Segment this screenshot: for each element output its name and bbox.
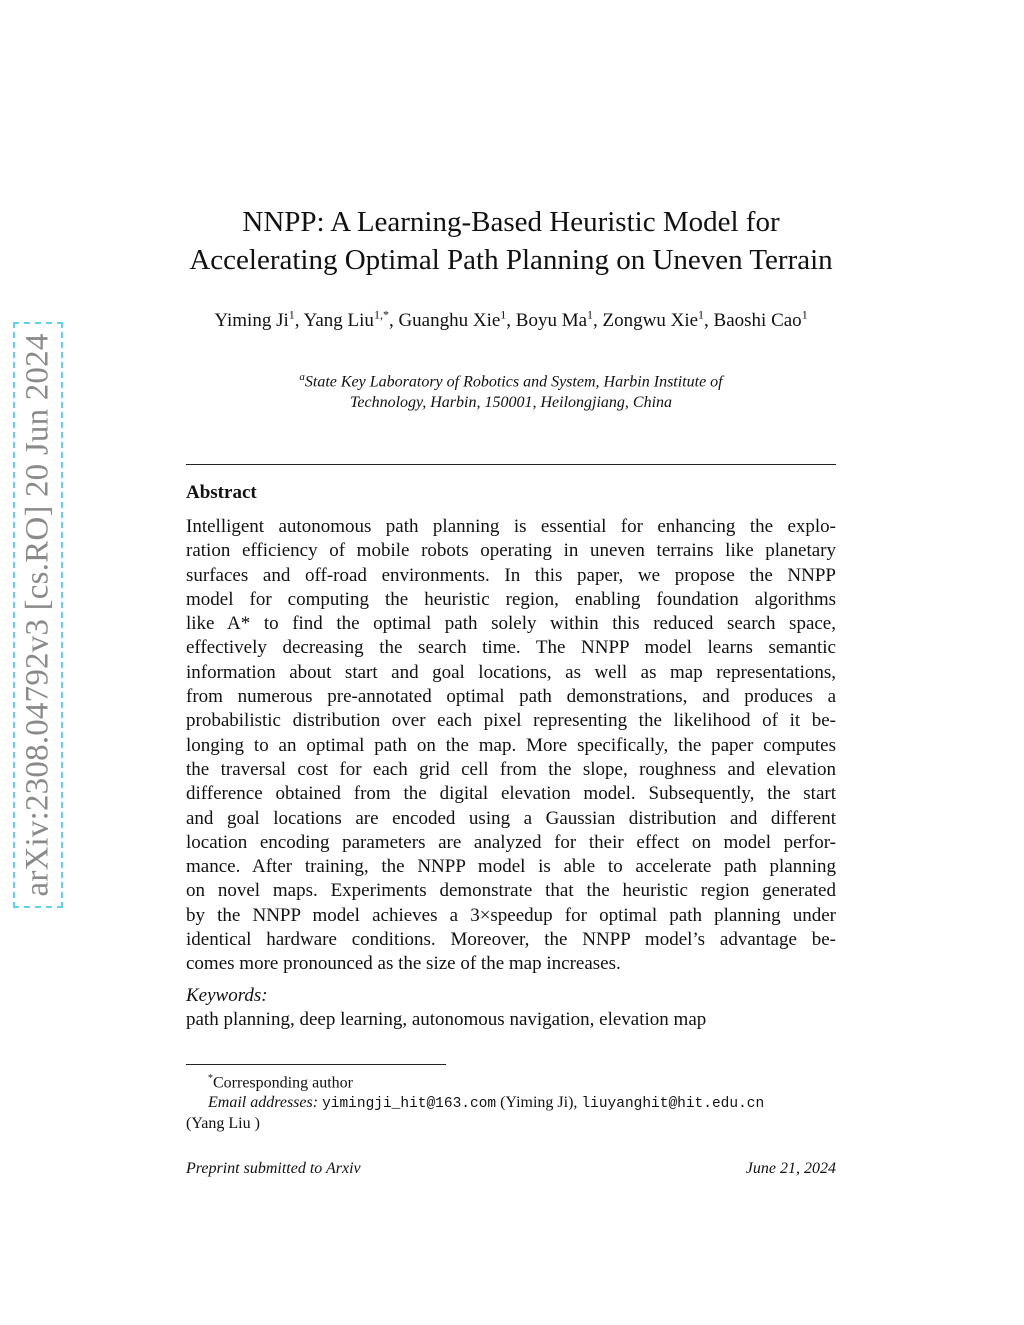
preprint-date: June 21, 2024 xyxy=(745,1160,836,1177)
abstract-heading: Abstract xyxy=(186,482,257,503)
abstract-line: identical hardware conditions. Moreover, the NNPP model’s advantage be- xyxy=(186,929,836,951)
abstract-line: model for computing the heuristic region, enabling foundation algorithms xyxy=(186,588,836,610)
abstract-line: surfaces and off-road environments. In this paper, we propose the NNPP xyxy=(186,564,836,586)
abstract-line: on novel maps. Experiments demonstrate that the heuristic region generated xyxy=(186,880,836,902)
abstract-line: information about start and goal locations, as well as map representations, xyxy=(186,661,836,683)
title-divider xyxy=(186,464,836,465)
abstract-line: longing to an optimal path on the map. More specifically, the paper computes xyxy=(186,734,836,756)
abstract-line: the traversal cost for each grid cell from the slope, roughness and elevation xyxy=(186,758,836,780)
preprint-note: Preprint submitted to Arxiv xyxy=(186,1160,361,1177)
corresponding-author-note: Corresponding author xyxy=(213,1074,353,1092)
email-link[interactable]: yimingji_hit@163.com xyxy=(322,1096,497,1113)
email-link[interactable]: liuyanghit@hit.edu.cn xyxy=(581,1096,765,1113)
abstract-line: by the NNPP model achieves a 3×speedup for optimal path planning under xyxy=(186,904,836,926)
arxiv-identifier: arXiv:2308.04792v3 [cs.RO] 20 Jun 2024 xyxy=(19,333,56,897)
abstract-line: difference obtained from the digital elevation model. Subsequently, the start xyxy=(186,783,836,805)
affiliation-line-2: Technology, Harbin, 150001, Heilongjiang, China xyxy=(349,394,673,412)
abstract-line: ration efficiency of mobile robots operating in uneven terrains like planetary xyxy=(186,540,836,562)
abstract-text xyxy=(186,515,836,977)
author: Yang Liu$^{1,*}$, xyxy=(303,308,399,332)
abstract-line: effectively decreasing the search time. The NNPP model learns semantic xyxy=(186,637,836,659)
author: Guanghu Xie$^1$, xyxy=(398,308,516,332)
affiliation-line-1: State Key Laboratory of Robotics and System, Harbin Institute of xyxy=(304,373,723,391)
affiliation: $^a$State Key Laboratory of Robotics and System, Harbin Institute of Technology, Harbin, 150001, Heilongjiang, China xyxy=(186,367,836,413)
title-line-1: NNPP: A Learning-Based Heuristic Model for xyxy=(242,206,780,238)
email-label: Email addresses: xyxy=(208,1094,319,1112)
author: Boyu Ma$^1$, xyxy=(515,308,603,332)
email-owner: (Yang Liu ) xyxy=(186,1115,260,1133)
footnote: *Corresponding author Email addresses: yimingji_hit@163.com (Yiming Ji), liuyanghit@hit.edu.cn (Yang Liu ) xyxy=(186,1069,836,1134)
abstract-line: like A* to find the optimal path solely within this reduced search space, xyxy=(186,613,836,635)
abstract-line: mance. After training, the NNPP model is able to accelerate path planning xyxy=(186,856,836,878)
abstract-line: and goal locations are encoded using a Gaussian distribution and different xyxy=(186,807,836,829)
author-list xyxy=(186,303,836,333)
arxiv-side-stamp xyxy=(13,322,63,908)
title-line-2: Accelerating Optimal Path Planning on Uneven Terrain xyxy=(189,244,833,276)
footnote-divider xyxy=(186,1064,446,1065)
author: Zongwu Xie$^1$, xyxy=(602,308,714,332)
abstract-line: Intelligent autonomous path planning is essential for enhancing the explo- xyxy=(186,516,836,537)
abstract-line: probabilistic distribution over each pixel representing the likelihood of it be- xyxy=(186,710,836,732)
paper-title xyxy=(180,203,842,279)
author: Yiming Ji$^1$, xyxy=(214,308,304,332)
email-owner: (Yiming Ji), xyxy=(500,1094,578,1112)
abstract-line: from numerous pre-annotated optimal path demonstrations, and produces a xyxy=(186,686,836,708)
abstract-line: comes more pronounced as the size of the map increases. xyxy=(186,953,621,975)
keywords-text: path planning, deep learning, autonomous navigation, elevation map xyxy=(186,1009,707,1030)
author: Baoshi Cao$^1$ xyxy=(713,308,808,332)
abstract-line: location encoding parameters are analyzed for their effect on model perfor- xyxy=(186,831,836,853)
keywords-label: Keywords: xyxy=(186,985,268,1006)
